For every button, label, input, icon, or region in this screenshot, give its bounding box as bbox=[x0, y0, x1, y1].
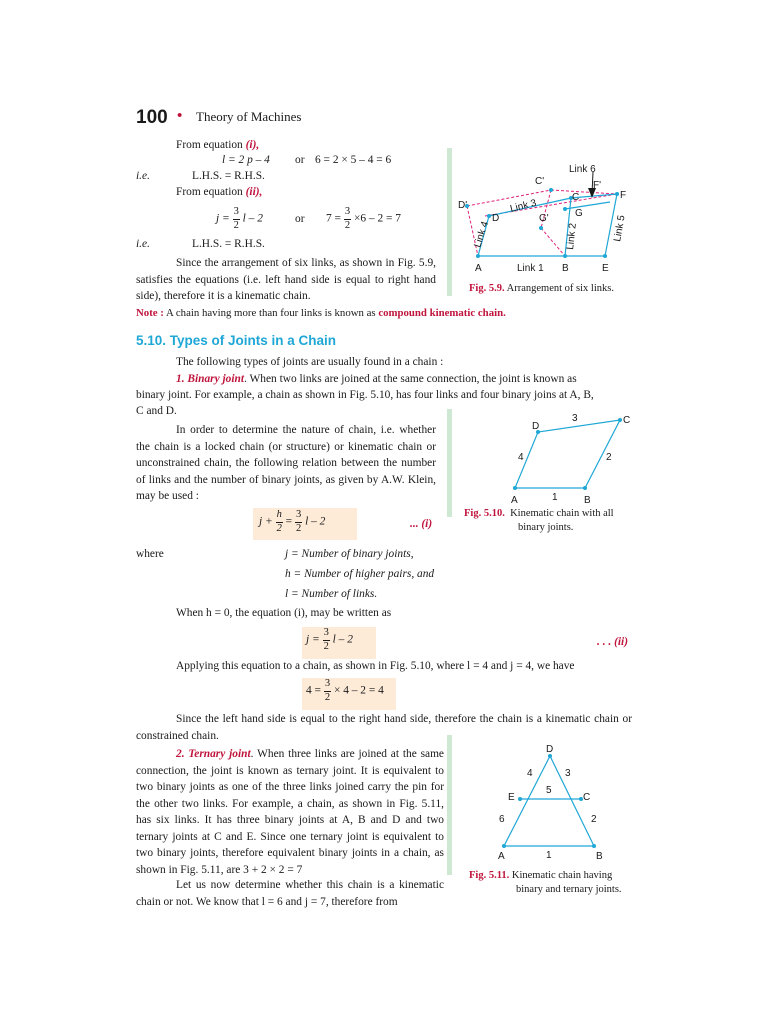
intro-text: The following types of joints are usually found in a chain : bbox=[176, 356, 444, 368]
fraction-3-2 bbox=[323, 628, 330, 652]
since-paragraph: Since the left hand side is equal to the right hand side, therefore the chain is a kinematic chain or constrained chain. bbox=[136, 713, 632, 742]
frac-den: 2 bbox=[324, 691, 331, 703]
from-equation-ii bbox=[176, 184, 262, 201]
eq2-or: or bbox=[295, 213, 305, 225]
fig511-num-3: 3 bbox=[565, 768, 571, 779]
ie-label-2: i.e. bbox=[136, 238, 150, 250]
eq1-rhs: 6 = 2 × 5 – 4 = 6 bbox=[315, 154, 392, 166]
eq2-lhs-a: j = bbox=[216, 212, 230, 225]
fraction-3-2 bbox=[324, 679, 331, 703]
fig59-label-G: G bbox=[575, 208, 583, 219]
note-term: compound kinematic chain. bbox=[378, 307, 506, 319]
klein-j: j + bbox=[259, 515, 273, 528]
fig510-num-3: 3 bbox=[572, 413, 578, 424]
section-heading: 5.10. Types of Joints in a Chain bbox=[136, 333, 337, 348]
klein-l: l – 2 bbox=[305, 515, 326, 528]
fig59-label-A: A bbox=[475, 263, 482, 274]
where-label: where bbox=[136, 548, 164, 560]
fig-5-9-caption bbox=[469, 282, 614, 296]
fig-5-11-caption bbox=[469, 869, 622, 897]
frac-den: 2 bbox=[276, 522, 282, 534]
fig511-caption-text-1: Kinematic chain having bbox=[509, 870, 613, 881]
fig511-num-2: 2 bbox=[591, 814, 597, 825]
running-title: Theory of Machines bbox=[196, 109, 302, 124]
note-label: Note : bbox=[136, 307, 164, 319]
fig511-caption-label: Fig. 5.11. bbox=[469, 870, 510, 881]
last-paragraph: Let us now determine whether this chain is a kinematic chain or not. We know that l = 6 and j = 7, therefore from bbox=[136, 879, 444, 908]
figure-bar bbox=[447, 148, 452, 296]
fig511-num-1: 1 bbox=[546, 850, 552, 861]
page-number: 100 bbox=[136, 107, 168, 128]
fig510-num-2: 2 bbox=[606, 452, 612, 463]
frac-num: h bbox=[276, 510, 283, 523]
fig59-label-Gp: G' bbox=[539, 213, 549, 224]
binary-joint-label: 1. Binary joint bbox=[176, 373, 245, 385]
fig511-label-B: B bbox=[596, 851, 603, 862]
eq-apply-4: 4 = bbox=[306, 684, 321, 697]
fig-5-10-diagram bbox=[500, 410, 640, 508]
eq1-or: or bbox=[295, 154, 305, 166]
frac-num: 3 bbox=[344, 207, 351, 220]
fig59-link5: Link 5 bbox=[612, 214, 628, 243]
fig59-caption-text: Arrangement of six links. bbox=[504, 283, 614, 294]
fig59-label-C: C bbox=[572, 192, 580, 203]
fig511-label-A: A bbox=[498, 851, 505, 862]
fig59-label-F: F bbox=[620, 190, 627, 201]
fig59-label-Fp: F' bbox=[593, 180, 602, 191]
figure-bar bbox=[447, 735, 452, 875]
eq2-lhs bbox=[216, 207, 263, 231]
eq-ref-i: (i), bbox=[245, 139, 260, 151]
fig59-link2: Link 2 bbox=[565, 222, 579, 251]
eq2-rhs bbox=[326, 207, 401, 231]
fig511-num-5: 5 bbox=[546, 785, 552, 796]
fig510-caption-text-2: binary joints. bbox=[518, 522, 574, 534]
fig510-label-D: D bbox=[532, 421, 540, 432]
when-h0-text: When h = 0, the equation (i), may be written as bbox=[176, 607, 392, 619]
fig-5-10-caption bbox=[464, 507, 614, 535]
klein-eq-sign: = bbox=[285, 515, 293, 528]
where-j: j = Number of binary joints, bbox=[285, 548, 414, 560]
fig59-link4: Link 4 bbox=[472, 220, 492, 249]
fig510-label-A: A bbox=[511, 495, 518, 506]
frac-den: 2 bbox=[323, 640, 329, 652]
frac-den: 2 bbox=[344, 219, 351, 231]
binary-line-3: C and D. bbox=[136, 405, 177, 417]
fig510-label-B: B bbox=[584, 495, 591, 506]
fig511-num-6: 6 bbox=[499, 814, 505, 825]
eq-ref-ii-main: . . . (ii) bbox=[597, 636, 629, 648]
eq2-lhs-b: l – 2 bbox=[242, 212, 263, 225]
frac-num: 3 bbox=[324, 679, 331, 692]
header-bullet: • bbox=[177, 108, 183, 124]
fig-5-9-diagram bbox=[455, 158, 655, 276]
fig511-num-4: 4 bbox=[527, 768, 533, 779]
note-line bbox=[136, 306, 506, 322]
ie-label: i.e. bbox=[136, 170, 150, 182]
ternary-text: . When three links are joined at the same connection, the joint is known as ternary joint. It is equivalent to two binary joints as one of the three links joined carry the pin for the other two links. For example, a chain, as shown in Fig. 5.11, has six links. It has three binary joints at A, B and D and two ternary joints at C and E. Since one ternary joint is equivalent to two binary joints, therefore equivalent binary joints in a chain, as shown in Fig. 5.11, are 3 + 2 × 2 = 7 bbox=[136, 748, 444, 876]
fraction-h-2 bbox=[276, 510, 283, 534]
ternary-joint-label: 2. Ternary joint bbox=[176, 748, 251, 760]
fig59-label-B: B bbox=[562, 263, 569, 274]
fraction-3-2 bbox=[233, 207, 240, 231]
frac-num: 3 bbox=[323, 628, 330, 641]
eq-ref-klein: ... (i) bbox=[410, 518, 433, 530]
fig510-label-C: C bbox=[623, 415, 631, 426]
binary-text-1: . When two links are joined at the same connection, the joint is known as bbox=[244, 373, 577, 385]
fig-5-11-diagram bbox=[490, 742, 620, 866]
from-eq-ii-text: From equation bbox=[176, 186, 246, 198]
where-l: l = Number of links. bbox=[285, 588, 378, 600]
from-eq-text: From equation bbox=[176, 139, 246, 151]
frac-den: 2 bbox=[295, 522, 302, 534]
frac-num: 3 bbox=[295, 510, 302, 523]
eq1-lhs: l = 2 p – 4 bbox=[222, 154, 270, 166]
fig59-link1: Link 1 bbox=[517, 263, 544, 274]
fig511-label-D: D bbox=[546, 744, 554, 755]
binary-line-2: binary joint. For example, a chain as shown in Fig. 5.10, has four links and four binary joins at A, B, bbox=[136, 389, 594, 401]
eq-ref-ii: (ii), bbox=[245, 186, 263, 198]
frac-den: 2 bbox=[233, 219, 239, 231]
fig59-label-E: E bbox=[602, 263, 609, 274]
fraction-3-2 bbox=[344, 207, 351, 231]
fig59-label-D: D bbox=[492, 213, 500, 224]
fig510-num-1: 1 bbox=[552, 492, 558, 503]
lhs-rhs-2: L.H.S. = R.H.S. bbox=[192, 238, 265, 250]
fig510-num-4: 4 bbox=[518, 452, 524, 463]
fig59-link3: Link 3 bbox=[509, 197, 538, 215]
klein-equation bbox=[259, 510, 325, 534]
binary-line-1 bbox=[176, 371, 577, 388]
lhs-rhs-1: L.H.S. = R.H.S. bbox=[192, 170, 265, 182]
fig511-label-C: C bbox=[583, 792, 591, 803]
fig510-caption-text-1: Kinematic chain with all bbox=[510, 508, 614, 519]
eq2-rhs-a: 7 = bbox=[326, 212, 341, 225]
apply-text: Applying this equation to a chain, as shown in Fig. 5.10, where l = 4 and j = 4, we have bbox=[176, 660, 575, 672]
fig510-caption-label: Fig. 5.10. bbox=[464, 508, 505, 519]
eq-apply-rest: × 4 – 2 = 4 bbox=[333, 684, 384, 697]
frac-num: 3 bbox=[233, 207, 240, 220]
note-text: A chain having more than four links is known as bbox=[163, 307, 379, 319]
six-links-paragraph: Since the arrangement of six links, as shown in Fig. 5.9, satisfies the equations (i.e. left hand side is equal to right hand side), therefore it is a kinematic chain. bbox=[136, 257, 436, 303]
fig59-label-Cp: C' bbox=[535, 176, 545, 187]
equation-ii bbox=[306, 628, 353, 652]
fig59-caption-label: Fig. 5.9. bbox=[469, 283, 505, 294]
fig59-label-Dp: D' bbox=[458, 200, 468, 211]
where-h: h = Number of higher pairs, and bbox=[285, 568, 435, 580]
eq-ii-l: l – 2 bbox=[332, 633, 353, 646]
figure-bar bbox=[447, 409, 452, 517]
fraction-3-2 bbox=[295, 510, 302, 534]
eq-ii-j: j = bbox=[306, 633, 320, 646]
fig59-link6: Link 6 bbox=[569, 164, 596, 175]
eq2-rhs-b: ×6 – 2 = 7 bbox=[353, 212, 401, 225]
equation-apply bbox=[306, 679, 384, 703]
fig511-label-E: E bbox=[508, 792, 515, 803]
ternary-paragraph bbox=[136, 746, 444, 878]
klein-paragraph: In order to determine the nature of chain, i.e. whether the chain is a locked chain (or structure) or kinematic chain or unconstrained chain, the following relation between the number of links and the number of binary joints, as given by A.W. Klein, may be used : bbox=[136, 424, 436, 503]
fig511-caption-text-2: binary and ternary joints. bbox=[516, 884, 622, 896]
